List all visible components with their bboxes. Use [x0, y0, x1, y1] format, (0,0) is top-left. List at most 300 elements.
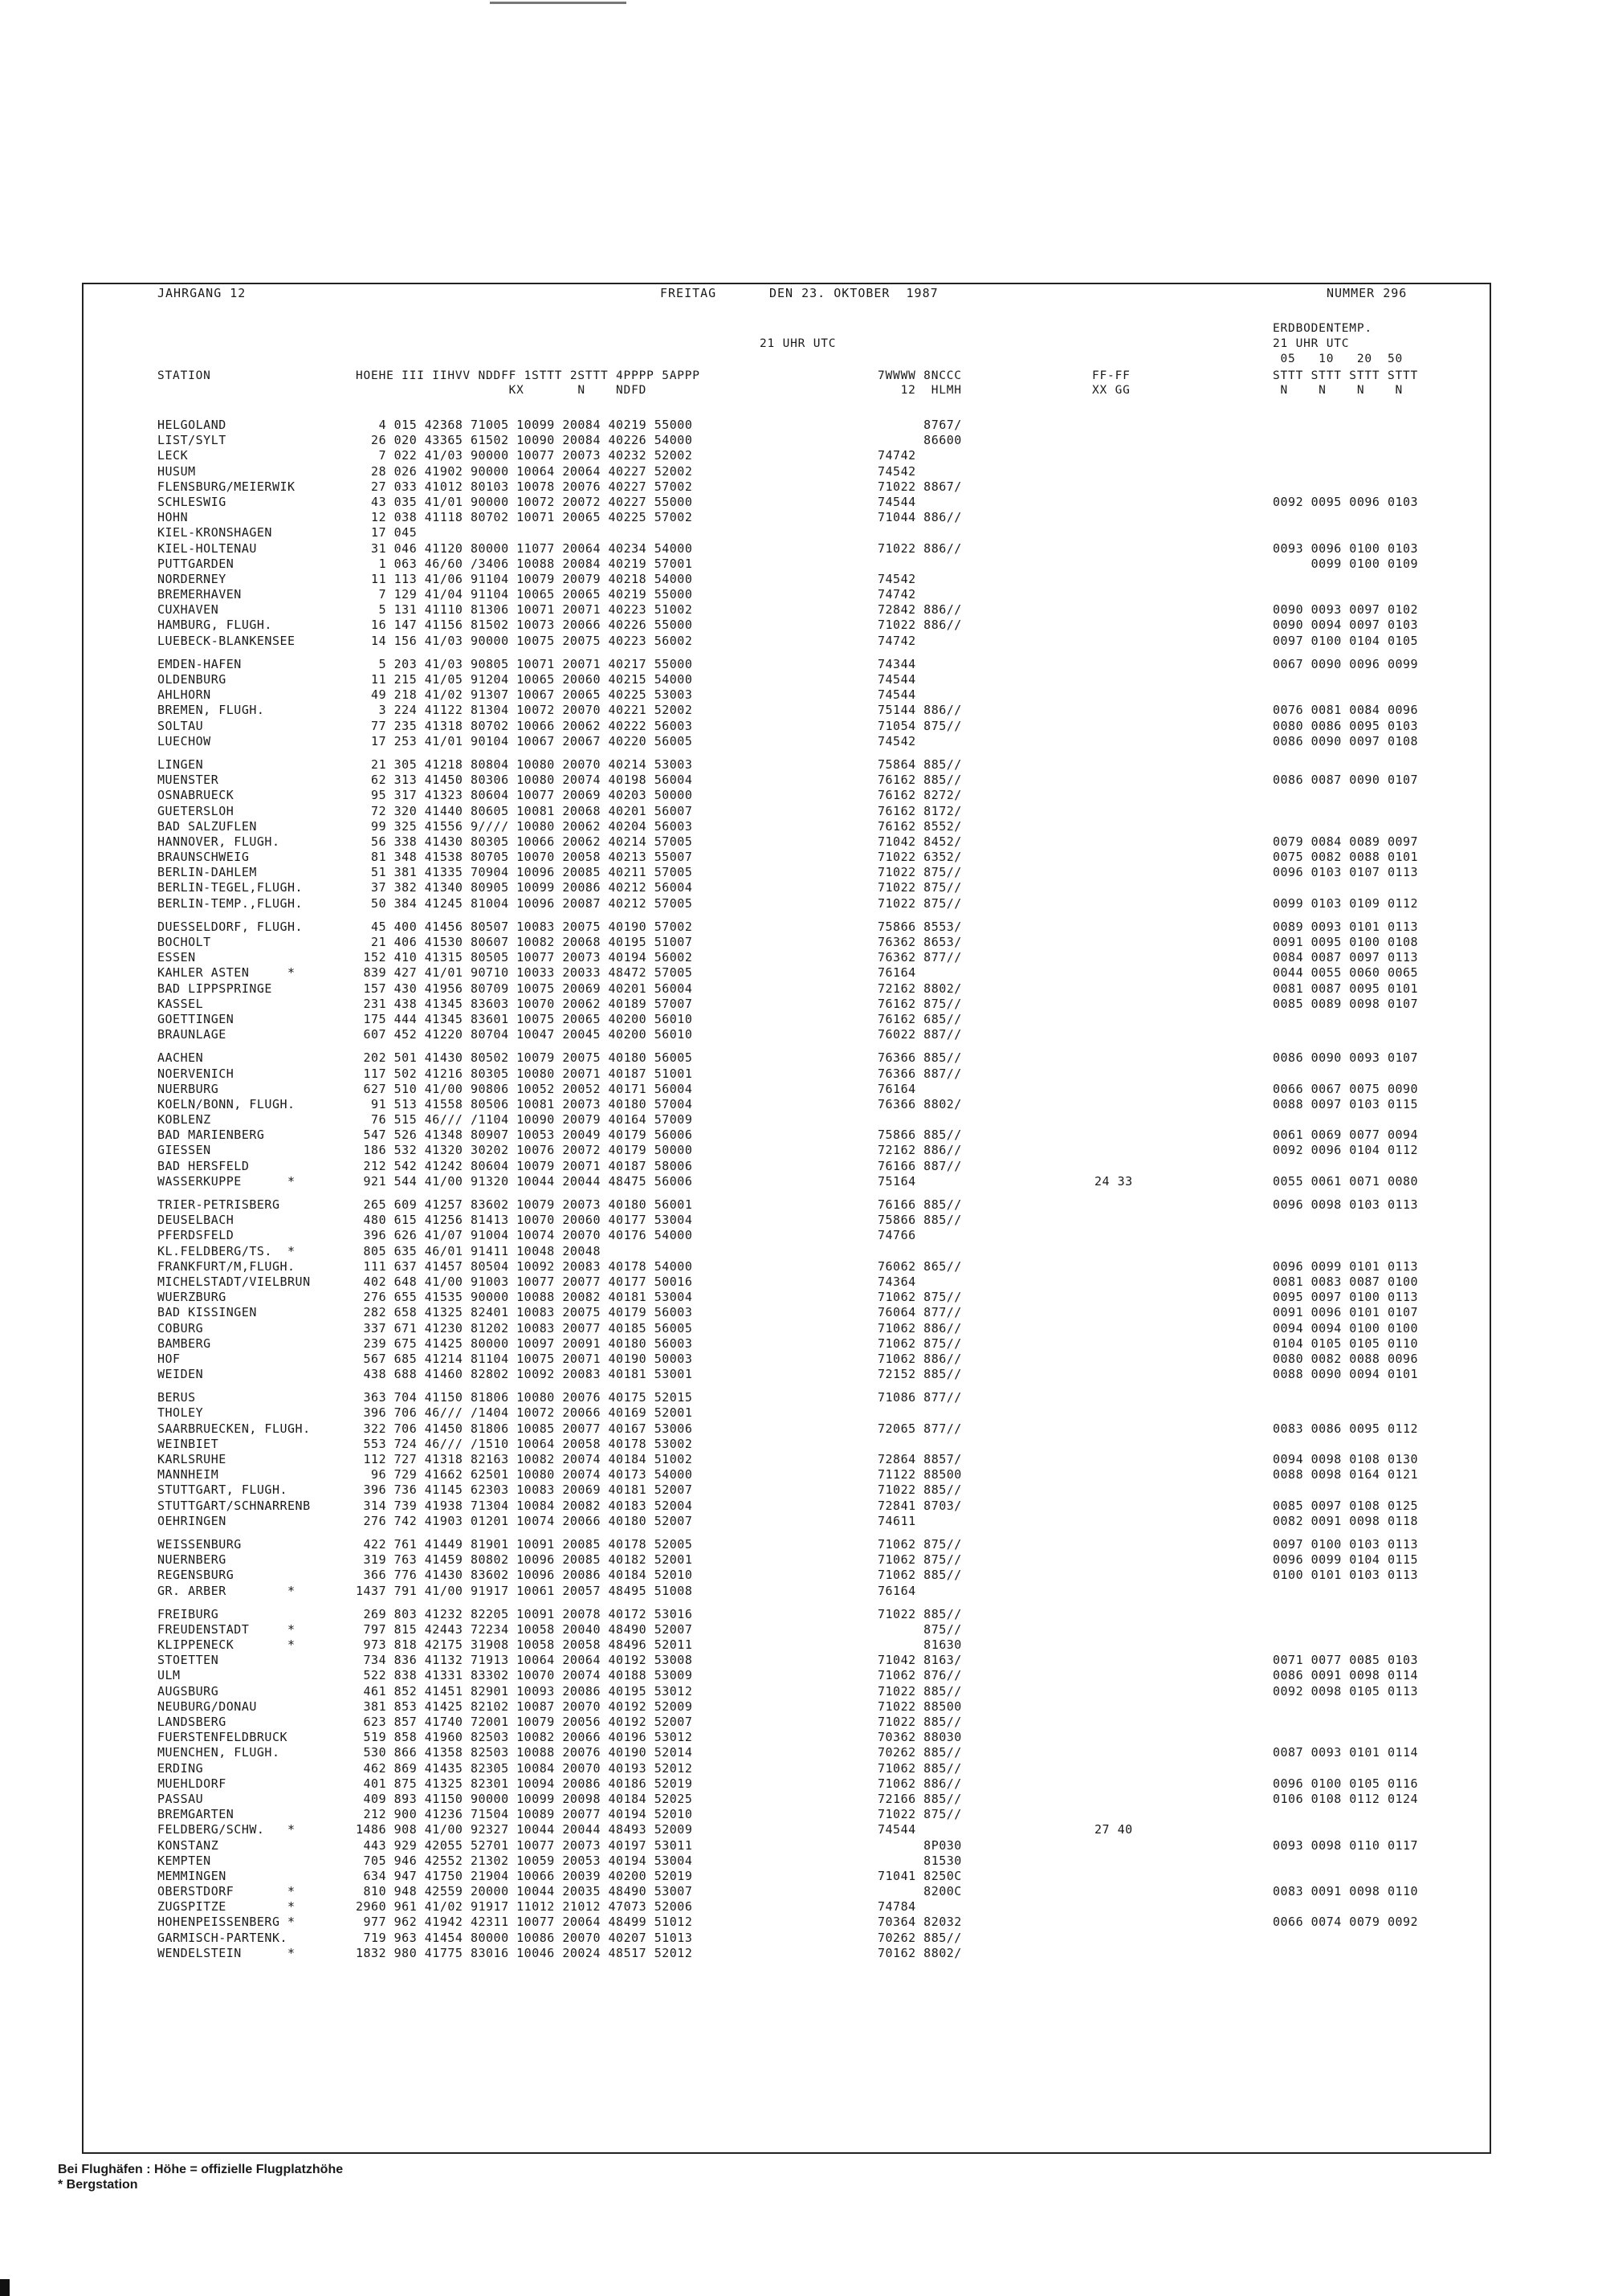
station-name: BREMGARTEN	[157, 1807, 234, 1822]
synop-groups: 977 962 41942 42311 10077 20064 48499 51012	[356, 1915, 693, 1930]
synop-groups: 231 438 41345 83603 10070 20062 40189 57007	[356, 996, 693, 1011]
wind-value	[1094, 1405, 1133, 1421]
synop-groups: 461 852 41451 82901 10093 20086 40195 53012	[356, 1683, 693, 1699]
soil-temps	[1273, 448, 1418, 463]
synop-groups: 839 427 41/01 90710 10033 20033 48472 57005	[356, 965, 693, 981]
soil-temps: 0080 0086 0095 0103	[1273, 718, 1419, 733]
station-name: BAMBERG	[157, 1336, 211, 1351]
station-name: FELDBERG/SCHW. *	[157, 1822, 296, 1837]
wind-value	[1094, 1761, 1133, 1776]
station-name: LUECHOW	[157, 733, 211, 748]
synop-groups: 186 532 41320 30202 10076 20072 40179 50000	[356, 1143, 693, 1158]
synop-groups: 921 544 41/00 91320 10044 20044 48475 56006	[356, 1173, 693, 1189]
station-name: WEIDEN	[157, 1367, 204, 1382]
station-name: HELGOLAND	[157, 418, 226, 432]
top-rule-mark	[490, 2, 626, 4]
extra-groups: 71041 8250C	[878, 1868, 962, 1883]
extra-groups: 71022 8867/	[878, 479, 962, 494]
synop-groups: 117 502 41216 80305 10080 20071 40187 51001	[356, 1066, 693, 1081]
synop-groups: 212 542 41242 80604 10079 20071 40187 58006	[356, 1158, 693, 1173]
synop-groups: 366 776 41430 83602 10096 20086 40184 52010	[356, 1568, 693, 1583]
synop-groups: 530 866 41358 82503 10088 20076 40190 52014	[356, 1745, 693, 1760]
wind-subheading: XX GG	[1092, 384, 1131, 397]
soil-temps: 0081 0087 0095 0101	[1273, 981, 1419, 996]
station-name: ULM	[157, 1668, 181, 1683]
extra-groups: 71022 886//	[878, 618, 962, 633]
group-gap	[878, 1599, 962, 1607]
extra-groups: 76366 8802/	[878, 1096, 962, 1111]
station-name: KONSTANZ	[157, 1837, 219, 1853]
station-name: FUERSTENFELDBRUCK	[157, 1730, 288, 1745]
wind-value	[1094, 1552, 1133, 1568]
wind-value	[1094, 1066, 1133, 1082]
group-gap	[157, 1599, 311, 1607]
soil-temps: 0106 0108 0112 0124	[1273, 1791, 1419, 1806]
wind-value	[1094, 1568, 1133, 1583]
soil-temps	[1273, 1822, 1418, 1837]
wind-value	[1094, 687, 1133, 703]
soil-stt-heading: STTT STTT STTT STTT	[1273, 369, 1419, 382]
station-name: BRAUNLAGE	[157, 1027, 226, 1042]
extra-groups	[878, 525, 962, 540]
extra-groups: 71022 885//	[878, 1482, 962, 1498]
wind-value	[1094, 1336, 1133, 1352]
soil-temps	[1273, 1622, 1418, 1637]
footnote-mountain: * Bergstation	[58, 2178, 138, 2192]
wind-value	[1094, 1730, 1133, 1745]
group-gap	[157, 911, 311, 920]
wind-value	[1094, 1143, 1133, 1158]
station-name: BERLIN-DAHLEM	[157, 865, 257, 880]
extra-groups: 71022 88500	[878, 1699, 962, 1714]
synop-groups: 634 947 41750 21904 10066 20039 40200 52019	[356, 1868, 693, 1883]
extra-groups: 74742	[878, 587, 916, 602]
wind-value	[1094, 1622, 1133, 1637]
synop-groups: 99 325 41556 9//// 10080 20062 40204 56003	[356, 818, 693, 834]
soil-temps	[1273, 1012, 1418, 1027]
wind-value	[1094, 602, 1133, 618]
extra-groups: 76064 877//	[878, 1305, 962, 1320]
synop-groups: 77 235 41318 80702 10066 20062 40222 56003	[356, 718, 693, 733]
station-name: BREMERHAVEN	[157, 587, 242, 602]
group-gap	[878, 749, 962, 757]
group-gap	[356, 1529, 692, 1537]
extra-groups: 76366 885//	[878, 1050, 962, 1066]
synop-groups: 31 046 41120 80000 11077 20064 40234 54000	[356, 540, 693, 556]
extra-groups: 71062 885//	[878, 1760, 962, 1776]
wind-value	[1094, 1482, 1133, 1498]
station-name: MUENSTER	[157, 773, 219, 788]
soil-temps	[1273, 572, 1418, 587]
synop-groups: 319 763 41459 80802 10096 20085 40182 52001	[356, 1552, 693, 1568]
day-label: FREITAG	[660, 286, 717, 300]
station-name: BAD LIPPSPRINGE	[157, 981, 272, 996]
wind-value	[1094, 1305, 1133, 1320]
station-name: OSNABRUECK	[157, 788, 234, 803]
wind-value	[1094, 703, 1133, 718]
group-gap	[356, 1382, 692, 1390]
synop-groups: 4 015 42368 71005 10099 20084 40219 55000	[356, 418, 693, 432]
soil-temps: 0090 0093 0097 0102	[1273, 602, 1419, 618]
station-name: PASSAU	[157, 1791, 204, 1806]
soil-temps	[1273, 788, 1418, 803]
group-gap	[157, 649, 311, 657]
extra-groups: 74544	[878, 687, 916, 703]
soil-temps: 0044 0055 0060 0065	[1273, 965, 1419, 981]
station-name: LANDSBERG	[157, 1715, 226, 1729]
soil-temps: 0088 0097 0103 0115	[1273, 1096, 1419, 1111]
wind-value	[1094, 634, 1133, 649]
station-name: NEUBURG/DONAU	[157, 1699, 257, 1714]
extra-groups: 8P030	[878, 1837, 962, 1853]
group-gap	[1273, 649, 1418, 657]
soil-temps	[1273, 1931, 1418, 1946]
soil-temps: 0067 0090 0096 0099	[1273, 656, 1419, 671]
soil-temps: 0066 0067 0075 0090	[1273, 1081, 1419, 1096]
synop-groups: 11 113 41/06 91104 10079 20079 40218 54000	[356, 571, 693, 586]
group-gap	[356, 911, 692, 920]
soil-temps	[1273, 880, 1418, 895]
synop-groups: 381 853 41425 82102 10087 20070 40192 52009	[356, 1699, 693, 1714]
soil-temps: 0082 0091 0098 0118	[1273, 1513, 1419, 1528]
wind-value	[1094, 1792, 1133, 1807]
synop-groups: 112 727 41318 82163 10082 20074 40184 51002	[356, 1452, 693, 1466]
station-name: WENDELSTEIN *	[157, 1945, 296, 1960]
synop-groups: 422 761 41449 81901 10091 20085 40178 52005	[356, 1536, 693, 1552]
extra-groups: 76164	[878, 1081, 916, 1096]
extra-groups: 75164	[878, 1173, 916, 1189]
extra-groups: 71122 88500	[878, 1467, 962, 1482]
group-gap	[157, 1382, 311, 1390]
extra-groups: 74784	[878, 1899, 916, 1915]
wind-value	[1094, 1197, 1133, 1213]
extra-groups: 76164	[878, 965, 916, 981]
synop-groups: 2960 961 41/02 91917 11012 21012 47073 52006	[356, 1899, 693, 1915]
wind-value	[1094, 464, 1133, 479]
wind-value	[1094, 981, 1133, 997]
wind-value	[1094, 880, 1133, 895]
soil-temps: 0104 0105 0105 0110	[1273, 1336, 1419, 1351]
soil-temps	[1273, 819, 1418, 834]
extra-groups: 76166 887//	[878, 1158, 962, 1173]
group-gap	[878, 1189, 962, 1197]
synop-groups: 734 836 41132 71913 10064 20064 40192 53008	[356, 1653, 693, 1668]
extra-groups: 74344	[878, 656, 916, 671]
wind-value	[1094, 1884, 1133, 1899]
synop-groups: 1486 908 41/00 92327 10044 20044 48493 52009	[356, 1822, 693, 1837]
wind-value: 24 33	[1094, 1173, 1133, 1189]
group-gap	[1273, 1189, 1418, 1197]
synop-groups: 480 615 41256 81413 10070 20060 40177 53004	[356, 1213, 693, 1228]
extra-groups: 74742	[878, 633, 916, 648]
station-name: GR. ARBER *	[157, 1583, 296, 1598]
soil-temps	[1273, 804, 1418, 819]
extra-groups: 75866 8553/	[878, 919, 962, 934]
wind-value	[1094, 1467, 1133, 1482]
soil-temps: 0094 0098 0108 0130	[1273, 1452, 1419, 1466]
soil-temps: 0086 0091 0098 0114	[1273, 1668, 1419, 1683]
group-gap	[1273, 1382, 1418, 1390]
station-name: GIESSEN	[157, 1143, 211, 1158]
station-name: DEUSELBACH	[157, 1213, 234, 1228]
extra-groups: 74544	[878, 494, 916, 509]
synop-groups: 519 858 41960 82503 10082 20066 40196 53012	[356, 1730, 693, 1745]
extra-groups: 71062 886//	[878, 1320, 962, 1336]
wind-value	[1094, 1259, 1133, 1274]
extra-groups: 74544	[878, 672, 916, 687]
group-gap	[157, 1529, 311, 1537]
wind-value	[1094, 788, 1133, 803]
synop-groups: 623 857 41740 72001 10079 20056 40192 52007	[356, 1715, 693, 1729]
synop-groups: 276 742 41903 01201 10074 20066 40180 52007	[356, 1513, 693, 1528]
extra-groups: 875//	[878, 1621, 962, 1637]
synop-groups: 409 893 41150 90000 10099 20098 40184 52025	[356, 1791, 693, 1806]
station-name: SCHLESWIG	[157, 494, 226, 509]
synop-groups: 95 317 41323 80604 10077 20069 40203 50000	[356, 788, 693, 803]
synop-groups: 396 736 41145 62303 10083 20069 40181 52007	[356, 1482, 693, 1498]
synop-groups: 3 224 41122 81304 10072 20070 40221 52002	[356, 703, 693, 718]
soil-temps	[1273, 757, 1418, 773]
station-name: GARMISCH-PARTENK.	[157, 1930, 288, 1945]
wind-value	[1094, 587, 1133, 602]
soil-temps	[1273, 433, 1418, 448]
station-name: PUTTGARDEN	[157, 556, 234, 571]
station-name: WEINBIET	[157, 1436, 219, 1451]
wind-value	[1094, 896, 1133, 911]
soil-temps: 0081 0083 0087 0100	[1273, 1274, 1419, 1289]
extra-groups: 74364	[878, 1274, 916, 1289]
synop-groups: 265 609 41257 83602 10079 20073 40180 56001	[356, 1197, 693, 1212]
synop-groups: 16 147 41156 81502 10073 20066 40226 55000	[356, 618, 693, 633]
synop-groups: 322 706 41450 81806 10085 20077 40167 53006	[356, 1421, 693, 1436]
wind-value	[1094, 1421, 1133, 1437]
extra-groups: 71086 877//	[878, 1390, 962, 1405]
synop-groups: 56 338 41430 80305 10066 20062 40214 57005	[356, 834, 693, 849]
synop-groups: 1 063 46/60 /3406 10088 20084 40219 57001	[356, 556, 693, 571]
group-gap	[356, 649, 692, 657]
synop-groups: 276 655 41535 90000 10088 20082 40181 53004	[356, 1290, 693, 1305]
wind-value	[1094, 1584, 1133, 1599]
extra-groups: 71042 8452/	[878, 834, 962, 849]
synop-groups: 337 671 41230 81202 10083 20077 40185 56005	[356, 1320, 693, 1336]
soil-temps	[1273, 1807, 1418, 1822]
station-name: LUEBECK-BLANKENSEE	[157, 633, 296, 648]
wind-value	[1094, 1807, 1133, 1822]
wind-value	[1094, 1607, 1133, 1622]
extra-groups: 8200C	[878, 1884, 962, 1899]
soil-temps	[1273, 1066, 1418, 1082]
wind-value	[1094, 525, 1133, 540]
soil-time: 21 UHR UTC	[1273, 337, 1350, 350]
date-label: DEN 23. OKTOBER 1987	[769, 286, 939, 300]
soil-temps	[1273, 1699, 1418, 1715]
station-name: KOBLENZ	[157, 1112, 211, 1128]
group-gap	[1094, 649, 1133, 657]
synop-groups: 51 381 41335 70904 10096 20085 40211 57005	[356, 865, 693, 880]
synop-groups: 462 869 41435 82305 10084 20070 40193 52012	[356, 1760, 693, 1776]
soil-temps	[1273, 1482, 1418, 1498]
extra-groups: 71022 885//	[878, 1683, 962, 1699]
wind-value	[1094, 865, 1133, 880]
soil-depths: 05 10 20 50	[1273, 353, 1404, 365]
soil-temps: 0086 0090 0093 0107	[1273, 1050, 1419, 1066]
footnotes	[58, 2162, 343, 2192]
wind-value	[1094, 1854, 1133, 1869]
wind-value	[1094, 1653, 1133, 1668]
extra-groups: 74611	[878, 1513, 916, 1528]
synop-groups: 363 704 41150 81806 10080 20076 40175 52015	[356, 1390, 693, 1405]
station-name: KIEL-HOLTENAU	[157, 540, 257, 556]
soil-temps: 0096 0103 0107 0113	[1273, 865, 1419, 880]
wind-value	[1094, 997, 1133, 1012]
wind-value	[1094, 1437, 1133, 1452]
group-gap	[1094, 749, 1133, 757]
station-name: KOELN/BONN, FLUGH.	[157, 1096, 296, 1111]
station-name: COBURG	[157, 1320, 204, 1336]
soil-temps: 0085 0097 0108 0125	[1273, 1498, 1419, 1513]
obs-time: 21 UHR UTC	[760, 337, 837, 350]
synop-groups: 607 452 41220 80704 10047 20045 40200 56010	[356, 1027, 693, 1042]
wind-value	[1094, 1213, 1133, 1228]
wind-value	[1094, 1082, 1133, 1097]
group-codes-subheading: KX N NDFD	[356, 384, 647, 397]
group-gap	[1094, 1042, 1133, 1050]
soil-temps	[1273, 1405, 1418, 1421]
synop-groups: 45 400 41456 80507 10083 20075 40190 57002	[356, 919, 693, 934]
soil-temps: 0096 0099 0101 0113	[1273, 1258, 1419, 1274]
synop-groups: 11 215 41/05 91204 10065 20060 40215 54000	[356, 672, 693, 687]
soil-temps: 0092 0096 0104 0112	[1273, 1143, 1419, 1158]
wind-value	[1094, 1946, 1133, 1961]
station-name: FREUDENSTADT *	[157, 1621, 296, 1637]
wind-value	[1094, 850, 1133, 865]
station-name: AACHEN	[157, 1050, 204, 1066]
synop-groups: 719 963 41454 80000 10086 20070 40207 51013	[356, 1930, 693, 1945]
wind-value	[1094, 1274, 1133, 1290]
wind-value	[1094, 672, 1133, 687]
soil-temps	[1273, 1715, 1418, 1730]
wind-value	[1094, 773, 1133, 788]
soil-temps	[1273, 687, 1418, 703]
station-name: BREMEN, FLUGH.	[157, 703, 265, 718]
extra-groups: 8767/	[878, 418, 962, 432]
synop-groups: 17 253 41/01 90104 10067 20067 40220 56005	[356, 733, 693, 748]
soil-temps: 0092 0095 0096 0103	[1273, 494, 1419, 509]
extra-groups: 81630	[878, 1637, 962, 1653]
extra-groups: 76162 8272/	[878, 788, 962, 803]
wind-value	[1094, 1931, 1133, 1946]
soil-temps: 0055 0061 0071 0080	[1273, 1173, 1419, 1189]
soil-temps	[1273, 479, 1418, 495]
group-gap	[356, 1042, 692, 1050]
group-gap	[1094, 1529, 1133, 1537]
synop-groups: 157 430 41956 80709 10075 20069 40201 56004	[356, 981, 693, 996]
station-name: BERUS	[157, 1390, 196, 1405]
extra-groups: 76062 865//	[878, 1258, 962, 1274]
extra-groups: 86600	[878, 433, 962, 448]
soil-temps	[1273, 418, 1418, 433]
synop-groups: 438 688 41460 82802 10092 20083 40181 53001	[356, 1367, 693, 1382]
issue-number: NUMMER 296	[1327, 286, 1408, 300]
wind-value	[1094, 1668, 1133, 1683]
synop-groups: 62 313 41450 80306 10080 20074 40198 56004	[356, 773, 693, 788]
extra-groups: 76162 685//	[878, 1011, 962, 1026]
synop-groups: 269 803 41232 82205 10091 20078 40172 53016	[356, 1606, 693, 1621]
wind-value	[1094, 1899, 1133, 1915]
soil-temps: 0061 0069 0077 0094	[1273, 1128, 1419, 1143]
soil-temps: 0099 0103 0109 0112	[1273, 895, 1419, 911]
soil-temps	[1273, 1159, 1418, 1174]
group-codes-heading: HOEHE III IIHVV NDDFF 1STTT 2STTT 4PPPP 5APPP	[356, 369, 700, 382]
extra-groups	[878, 557, 962, 572]
synop-groups: 12 038 41118 80702 10071 20065 40225 57002	[356, 510, 693, 525]
station-name: FLENSBURG/MEIERWIK	[157, 479, 296, 494]
soil-temps	[1273, 1437, 1418, 1452]
synop-groups: 396 626 41/07 91004 10074 20070 40176 54000	[356, 1228, 693, 1243]
synop-groups: 443 929 42055 52701 10077 20073 40197 53011	[356, 1837, 693, 1853]
synop-groups: 21 305 41218 80804 10080 20070 40214 53003	[356, 756, 693, 772]
wind-value	[1094, 1684, 1133, 1699]
wind-value	[1094, 1097, 1133, 1112]
soil-temps: 0066 0074 0079 0092	[1273, 1915, 1419, 1930]
soil-temps	[1273, 1244, 1418, 1259]
extra-groups: 72162 8802/	[878, 981, 962, 996]
soil-temps	[1273, 1730, 1418, 1745]
station-name: WEISSENBURG	[157, 1536, 242, 1552]
station-name: HAMBURG, FLUGH.	[157, 618, 272, 633]
extra-groups: 71062 875//	[878, 1290, 962, 1305]
wind-value	[1094, 1745, 1133, 1760]
station-name: TRIER-PETRISBERG	[157, 1197, 280, 1212]
synop-groups: 50 384 41245 81004 10096 20087 40212 57005	[356, 895, 693, 911]
extra-groups: 71042 8163/	[878, 1653, 962, 1668]
synop-groups: 973 818 42175 31908 10058 20058 48496 52011	[356, 1637, 693, 1653]
wind-value	[1094, 965, 1133, 981]
station-name: MEMMINGEN	[157, 1868, 226, 1883]
extra-groups: 74542	[878, 463, 916, 479]
wind-value	[1094, 1012, 1133, 1027]
synop-groups: 28 026 41902 90000 10064 20064 40227 52002	[356, 463, 693, 479]
soil-temps: 0085 0089 0098 0107	[1273, 996, 1419, 1011]
station-name: KAHLER ASTEN *	[157, 965, 296, 981]
extra-groups: 75144 886//	[878, 703, 962, 718]
soil-temps	[1273, 1213, 1418, 1228]
station-name: STUTTGART, FLUGH.	[157, 1482, 288, 1498]
extra-groups: 70262 885//	[878, 1930, 962, 1945]
synop-groups: 314 739 41938 71304 10084 20082 40183 52004	[356, 1498, 693, 1513]
station-name: NUERBURG	[157, 1081, 219, 1096]
soil-temps	[1273, 1946, 1418, 1961]
soil-temps: 0094 0094 0100 0100	[1273, 1320, 1419, 1336]
soil-temps: 0087 0093 0101 0114	[1273, 1745, 1419, 1760]
wind-value	[1094, 1915, 1133, 1930]
wind-value	[1094, 804, 1133, 819]
extra-groups: 71062 875//	[878, 1536, 962, 1552]
group-gap	[356, 1599, 692, 1607]
synop-groups: 175 444 41345 83601 10075 20065 40200 56010	[356, 1011, 693, 1026]
synop-groups: 705 946 42552 21302 10059 20053 40194 53004	[356, 1853, 693, 1868]
station-name: BAD HERSFELD	[157, 1158, 250, 1173]
wind-value	[1094, 1776, 1133, 1792]
wind-value	[1094, 448, 1133, 463]
station-name: FREIBURG	[157, 1606, 219, 1621]
wind-value	[1094, 1159, 1133, 1174]
extra-groups: 74542	[878, 571, 916, 586]
soil-temps: 0097 0100 0104 0105	[1273, 633, 1419, 648]
extra-groups: 74542	[878, 733, 916, 748]
synop-groups: 1832 980 41775 83016 10046 20024 48517 52012	[356, 1945, 693, 1960]
station-name: HUSUM	[157, 463, 196, 479]
